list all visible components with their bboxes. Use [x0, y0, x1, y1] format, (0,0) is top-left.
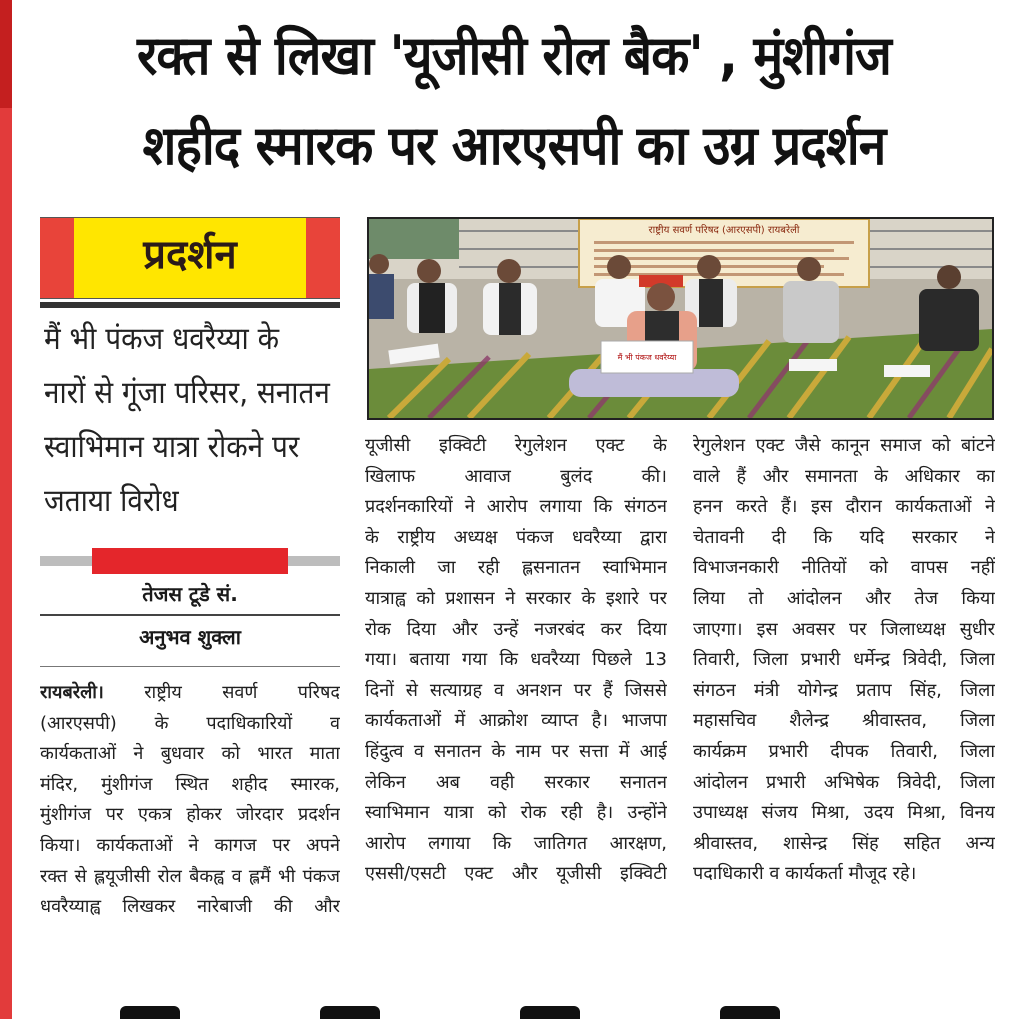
headline-line-1: रक्त से लिखा 'यूजीसी रोल बैक' , मुंशीगंज — [136, 24, 891, 87]
column-line: चेतावनी दी कि यदि सरकार ने — [693, 526, 995, 548]
subheadline-line: नारों से गूंजा परिसर, सनातन — [44, 375, 330, 411]
next-headline-cutoff — [120, 1006, 980, 1019]
subheadline-line: स्वाभिमान यात्रा रोकने पर — [44, 429, 300, 465]
column-line: (आरएसपी) के पदाधिकारियों व — [40, 712, 340, 734]
column-line: यूजीसी इक्विटी रेगुलेशन एक्ट के — [365, 435, 667, 456]
column-line: आंदोलन प्रभारी अभिषेक त्रिवेदी, जिला — [693, 771, 995, 793]
column-line: धवरैय्याह्व लिखकर नारेबाजी की और — [40, 896, 340, 918]
column-line: खिलाफ आवाज बुलंद की। — [365, 465, 667, 487]
column-line: दिनों से सत्याग्रह व अनशन पर हैं जिससे — [365, 679, 667, 701]
column-line: के राष्ट्रीय अध्यक्ष पंकज धवरैय्या द्वारा — [365, 526, 667, 548]
page-edge-bar — [0, 0, 12, 1019]
section-tag — [40, 217, 340, 299]
byline-rule — [40, 614, 340, 616]
placard-text: मैं भी पंकज धवरैय्या — [617, 353, 677, 362]
column-line: तिवारी, जिला प्रभारी धर्मेन्द्र त्रिवेदी, जिला — [693, 649, 995, 671]
tag-divider — [40, 302, 340, 308]
byline-source: तेजस टूडे सं. — [142, 582, 238, 606]
column-line: हनन करते हैं। इस दौरान कार्यकताओं ने — [693, 496, 995, 518]
article-column-3 — [693, 431, 995, 890]
column-line: मुंशीगंज पर एकत्र होकर जोरदार प्रदर्शन — [40, 804, 340, 826]
column-line: कार्यक्रम प्रभारी दीपक तिवारी, जिला — [693, 740, 995, 762]
tag-red-block-right — [306, 218, 340, 298]
column-line: विभाजनकारी नीतियों को वापस नहीं — [693, 557, 995, 579]
column-line: पदाधिकारी व कार्यकर्ता मौजूद रहे। — [693, 863, 917, 885]
column-line: स्वाभिमान यात्रा को रोक रही है। उन्होंने — [365, 802, 667, 824]
article-column-1 — [40, 678, 340, 923]
column-line: आरोप लगाया कि जातिगत आरक्षण, — [365, 832, 667, 854]
byline-rule-bottom — [40, 666, 340, 667]
subheadline-line: जताया विरोध — [44, 483, 179, 519]
subheadline — [44, 312, 341, 528]
column-line: यात्राह्व को प्रशासन ने सरकार के इशारे पर — [365, 587, 667, 609]
byline-divider-red — [92, 548, 288, 574]
tag-red-block-left — [40, 218, 74, 298]
column-line: जाएगा। इस अवसर पर जिलाध्यक्ष सुधीर — [693, 618, 995, 640]
column-line: एससी/एसटी एक्ट और यूजीसी इक्विटी — [365, 863, 667, 885]
tag-label: प्रदर्शन — [143, 232, 237, 278]
column-line: मंदिर, मुंशीगंज स्थित शहीद स्मारक, — [40, 773, 340, 795]
column-line: लिया तो आंदोलन और तेज किया — [693, 587, 995, 609]
page-edge-bar-top — [0, 0, 12, 108]
column-line: संगठन मंत्री योगेन्द्र प्रताप सिंह, जिला — [693, 679, 995, 701]
column-line: महासचिव शैलेन्द्र श्रीवास्तव, जिला — [693, 710, 995, 732]
byline-reporter: अनुभव शुक्ला — [139, 625, 241, 649]
subheadline-line: मैं भी पंकज धवरैय्या के — [44, 321, 280, 357]
column-line: हिंदुत्व व सनातन के नाम पर सत्ता में आई — [365, 740, 667, 762]
column-line: कार्यकताओं ने बुधवार को भारत माता — [40, 743, 340, 765]
column-line: उपाध्यक्ष संजय मिश्रा, उदय मिश्रा, विनय — [693, 802, 995, 824]
column-line: राष्ट्रीय सवर्ण परिषद — [144, 682, 340, 703]
column-line: रक्त से ह्लयूजीसी रोल बैकह्व व ह्लमैं भी पंकज — [40, 865, 340, 887]
column-line: कार्यकताओं में आक्रोश व्याप्त है। भाजपा — [365, 710, 667, 732]
banner-text: राष्ट्रीय सवर्ण परिषद (आरएसपी) रायबरेली — [648, 225, 800, 236]
column-line: लेकिन अब वही सरकार सनातन — [365, 771, 667, 793]
column-line: निकाली जा रही ह्लसनातन स्वाभिमान — [365, 557, 667, 579]
dateline: रायबरेली। — [40, 682, 104, 703]
column-line: श्रीवास्तव, शासेन्द्र सिंह सहित अन्य — [693, 832, 995, 854]
protest-photo-illustration — [369, 219, 992, 418]
column-line: वाले हैं और समानता के अधिकार का — [693, 465, 995, 487]
column-line: रेगुलेशन एक्ट जैसे कानून समाज को बांटने — [693, 435, 995, 456]
headline-line-2: शहीद स्मारक पर आरएसपी का उग्र प्रदर्शन — [142, 114, 886, 177]
column-line: रोक दिया और उन्हें नजरबंद कर दिया — [365, 618, 667, 640]
column-line: गया। बताया गया कि धवरैय्या पिछले 13 — [365, 649, 667, 671]
column-line: प्रदर्शनकारियों ने आरोप लगाया कि संगठन — [365, 496, 667, 518]
column-line: किया। कार्यकताओं ने कागज पर अपने — [40, 834, 340, 856]
news-photo — [367, 217, 994, 420]
article-column-2 — [365, 431, 667, 890]
